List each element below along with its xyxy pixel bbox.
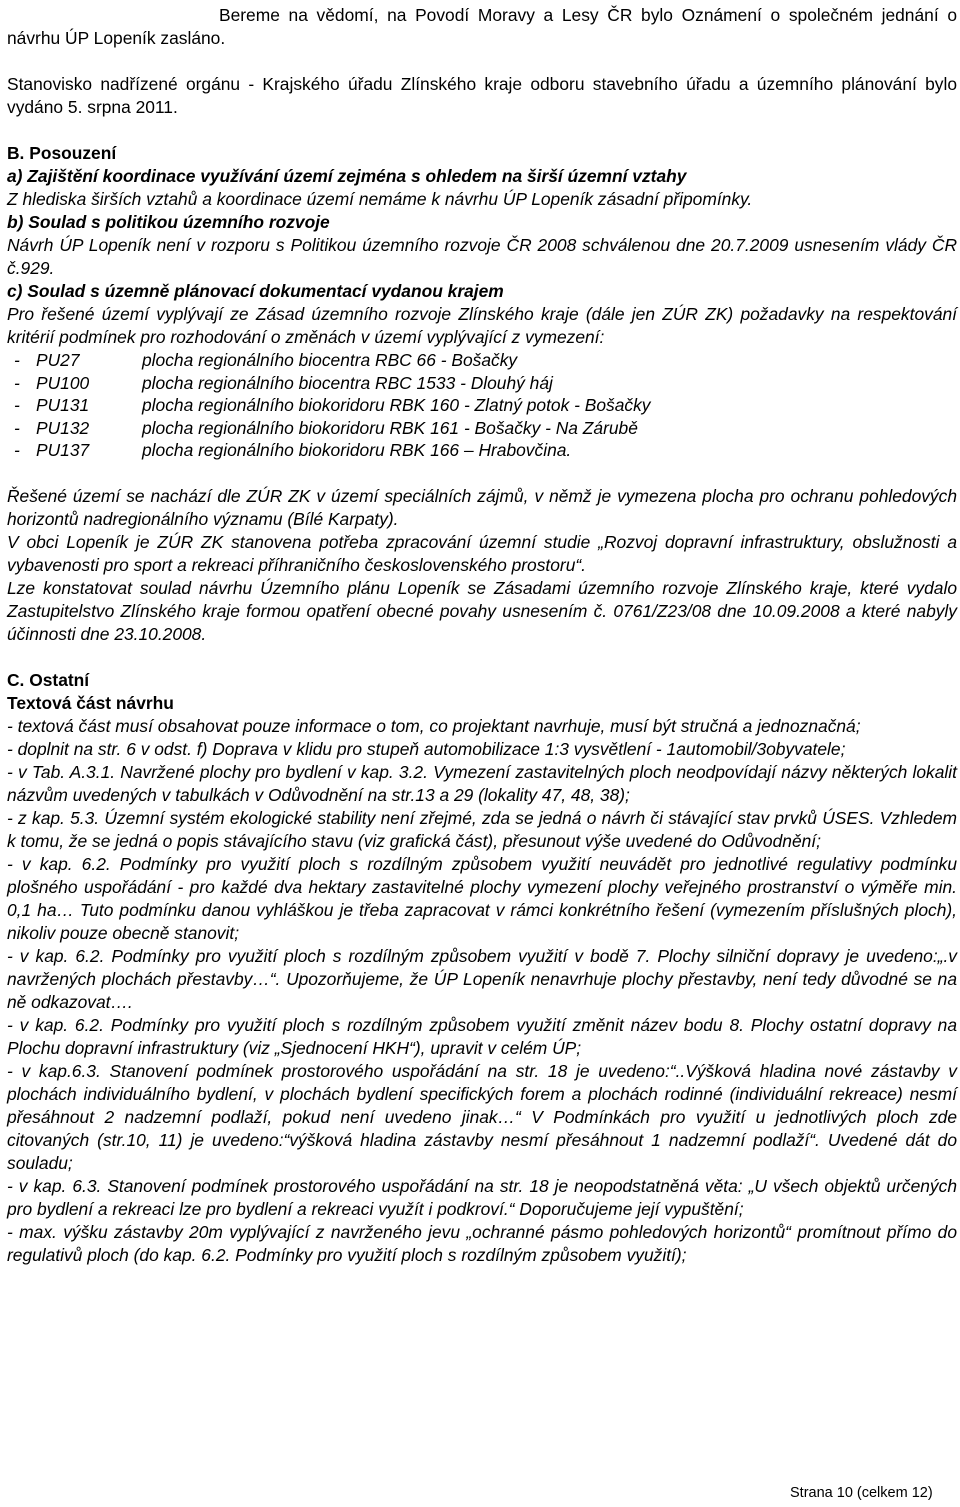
section-c-title: C. Ostatní (7, 669, 90, 690)
page-number: Strana 10 (celkem 12) (790, 1485, 933, 1501)
comment-item: - v Tab. A.3.1. Navržené plochy pro bydlení v kap. 3.2. Vymezení zastavitelných ploch neodpovídají názvy některých lokalit názvům uvedených v tabulkách v Odůvodnění na str.13 a 29 (lokality 47, 48, 38); (7, 761, 957, 805)
list-item: - PU100 plocha regionálního biocentra RBC 1533 - Dlouhý háj (14, 372, 553, 393)
intro-line: Bereme na vědomí, na Povodí Moravy a Lesy ČR bylo Oznámení o společném jednání o návrhu ÚP Lopeník zasláno. (7, 5, 957, 48)
comment-item: - v kap. 6.2. Podmínky pro využití ploch s rozdílným způsobem využití v bodě 7. Plochy silniční dopravy je uvedeno:„.v navržených plochách přestavby…“. Upozorňujeme, že ÚP Lopeník nenavrhuje plochy přestavby, není tedy důvodné se na ně odkazovat…. (7, 945, 957, 1012)
section-b-b-heading: b) Soulad s politikou územního rozvoje (7, 212, 330, 232)
comment-item: - v kap. 6.2. Podmínky pro využití ploch s rozdílným způsobem využití změnit název bodu 8. Plochy ostatní dopravy na Plochu dopravní infrastruktury (viz „Sjednocení HKH“), upravit v celém ÚP; (7, 1014, 957, 1058)
section-b-a-text: Z hlediska širších vztahů a koordinace území nemáme k návrhu ÚP Lopeník zásadní připomínky. (7, 189, 753, 209)
list-item: - PU132 plocha regionálního biokoridoru RBK 161 - Bošačky - Na Zárubě (14, 417, 638, 438)
stanovisko-paragraph: Stanovisko nadřízené orgánu - Krajského úřadu Zlínského kraje odboru stavebního úřadu a územního plánování bylo vydáno 5. srpna 2011. (7, 74, 957, 117)
regional-elements-list (7, 349, 957, 462)
comment-item: - v kap. 6.3. Stanovení podmínek prostorového uspořádání na str. 18 je neopodstatněná věta: „U všech objektů určených pro bydlení a rekreaci lze pro bydlení a rekreaci využít i podkroví.“ Doporučujeme její vypuštění; (7, 1175, 957, 1219)
section-b-title: B. Posouzení (7, 143, 117, 163)
document-page (7, 4, 957, 1267)
list-item: - PU27 plocha regionálního biocentra RBC 66 - Bošačky (14, 350, 518, 370)
zur-study-paragraph: V obci Lopeník je ZÚR ZK stanovena potřeba zpracování územní studie „Rozvoj dopravní infrastruktury, obslužnosti a vybavenosti pro sport a rekreaci příhraničního československého prostoru“. (7, 531, 957, 575)
section-c-subtitle: Textová část návrhu (7, 692, 174, 713)
comment-item: - v kap.6.3. Stanovení podmínek prostorového uspořádání na str. 18 je uvedeno:“..Výšková hladina nové zástavby v plochách individuálního bydlení, v plochách bydlení specifických forem a plochách rodinné (individuální rekreace) nesmí přesáhnout 2 nadzemní podlaží, pokud není uvedeno jinak…“ V Podmínkách pro využití u jednotlivých ploch zde citovaných (str.10, 11) je uvedeno:“výšková hladina zástavby nesmí přesáhnout 1 nadzemní podlaží“. Uvedené dát do souladu; (7, 1060, 957, 1173)
zur-special-interest-paragraph: Řešené území se nachází dle ZÚR ZK v území speciálních zájmů, v němž je vymezena plocha pro ochranu pohledových horizontů nadregionálního významu (Bílé Karpaty). (7, 485, 957, 529)
comment-item: - max. výšku zástavby 20m vyplývající z navrženého jevu „ochranné pásmo pohledových horizontů“ promítnout přímo do regulativů ploch (do kap. 6.2. Podmínky pro využití ploch s rozdílným způsobem využití); (7, 1221, 957, 1265)
list-item: - PU131 plocha regionálního biokoridoru RBK 160 - Zlatný potok - Bošačky (14, 395, 651, 415)
section-b-c-text: Pro řešené území vyplývají ze Zásad územního rozvoje Zlínského kraje (dále jen ZÚR ZK) požadavky na respektování kritérií podmínek pro rozhodování o změnách v území vyplývající z vymezení: (7, 304, 957, 347)
zur-compliance-paragraph: Lze konstatovat soulad návrhu Územního plánu Lopeník se Zásadami územního rozvoje Zlínského kraje, které vydalo Zastupitelstvo Zlínského kraje formou opatření obecné povahy usnesením č. 0761/Z23/08 dne 10.09.2008 a které nabyly účinnosti dne 23.10.2008. (7, 577, 957, 644)
section-b-b-text: Návrh ÚP Lopeník není v rozporu s Politikou územního rozvoje ČR 2008 schválenou dne 20.7.2009 usnesením vlády ČR č.929. (7, 235, 957, 278)
section-b-a-heading: a) Zajištění koordinace využívání území zejména s ohledem na širší územní vztahy (7, 166, 687, 186)
comment-item: - doplnit na str. 6 v odst. f) Doprava v klidu pro stupeň automobilizace 1:3 vysvětlení - 1automobil/3obyvatele; (7, 738, 846, 759)
comment-item: - textová část musí obsahovat pouze informace o tom, co projektant navrhuje, musí být stručná a jednoznačná; (7, 715, 861, 736)
list-item: - PU137 plocha regionálního biokoridoru RBK 166 – Hrabovčina. (14, 440, 572, 460)
section-b-c-heading: c) Soulad s územně plánovací dokumentací vydanou krajem (7, 281, 504, 301)
comment-item: - z kap. 5.3. Územní systém ekologické stability není zřejmé, zda se jedná o návrh či stávající stav prvků ÚSES. Vzhledem k tomu, že se jedná o popis stávajícího stavu (viz grafická část), přesunout výše uvedené do Odůvodnění; (7, 807, 957, 851)
comment-item: - v kap. 6.2. Podmínky pro využití ploch s rozdílným způsobem využití neuvádět pro jednotlivé regulativy podmínku plošného uspořádání - pro každé dva hektary zastavitelné plochy vymezení plochy veřejného prostranství o výměře min. 0,1 ha… Tuto podmínku danou vyhláškou je třeba zapracovat v rámci konkrétního řešení (vymezením příslušných ploch), nikoliv pouze obecně stanovit; (7, 853, 957, 943)
